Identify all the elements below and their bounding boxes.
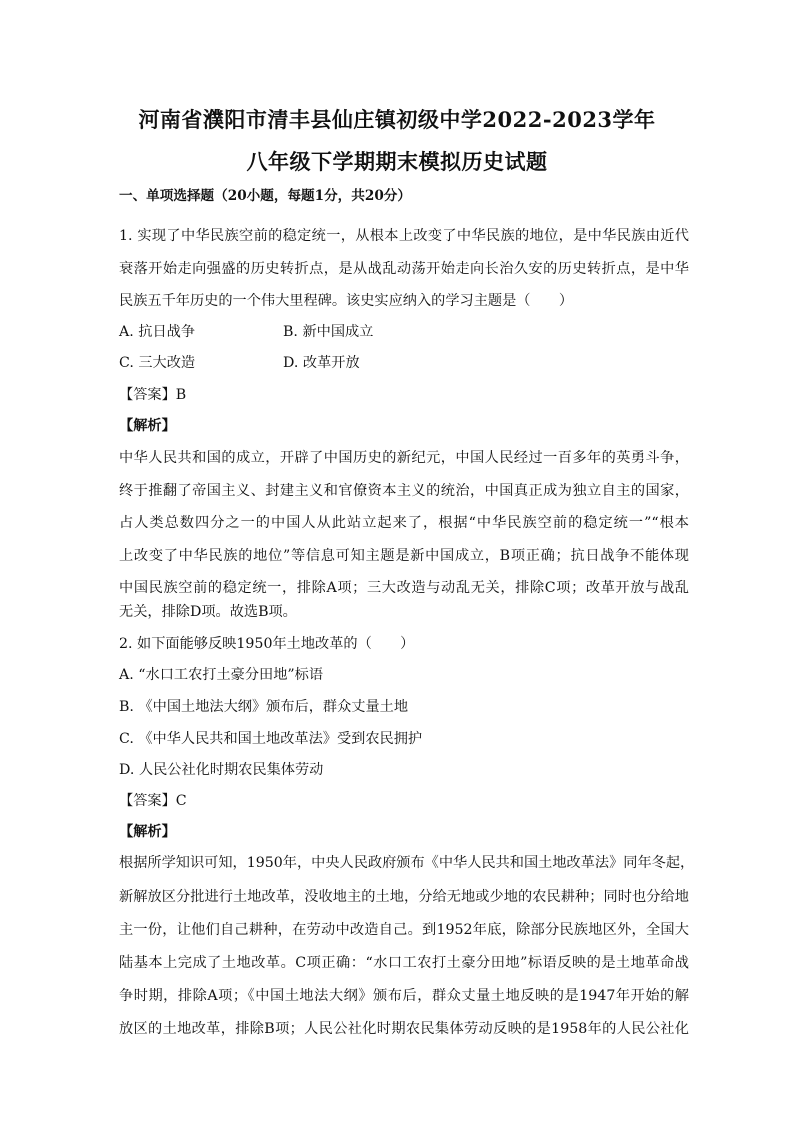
q2-analysis-label: 【解析】	[119, 824, 176, 840]
q2-stem: 2. 如下面能够反映1950年土地改革的（ ）	[119, 636, 415, 652]
q1-option-b: B. 新中国成立	[283, 324, 374, 340]
q2-answer: 【答案】C	[119, 793, 187, 809]
q2-analysis-line-1: 根据所学知识可知，1950年，中央人民政府颁布《中华人民共和国土地改革法》同年冬起，	[119, 855, 695, 871]
q2-option-b: B. 《中国土地法大纲》颁布后，群众丈量土地	[119, 699, 409, 715]
q2-analysis-line-6: 放区的土地改革，排除B项；人民公社化时期农民集体劳动反映的是1958年的人民公社化	[119, 1021, 689, 1037]
q1-stem-line-2: 衰落开始走向强盛的历史转折点，是从战乱动荡开始走向长治久安的历史转折点，是中华	[119, 261, 689, 277]
section-heading: 一、单项选择题（20小题，每题1分，共20分）	[119, 188, 411, 204]
document-title-line-2: 八年级下学期期末模拟历史试题	[246, 149, 548, 174]
q2-analysis-line-5: 争时期，排除A项；《中国土地法大纲》颁布后，群众丈量土地反映的是1947年开始的解	[119, 988, 689, 1004]
q2-option-c: C. 《中华人民共和国土地改革法》受到农民拥护	[119, 731, 423, 747]
q2-option-a: A. “水口工农打土豪分田地”标语	[119, 667, 324, 683]
q2-analysis-line-3: 主一份，让他们自己耕种，在劳动中改造自己。到1952年底，除部分民族地区外，全国大	[119, 922, 689, 938]
q1-answer: 【答案】B	[119, 387, 187, 403]
q2-analysis-line-2: 新解放区分批进行土地改革，没收地主的土地，分给无地或少地的农民耕种；同时也分给地	[119, 889, 689, 905]
document-title-line-1: 河南省濮阳市清丰县仙庄镇初级中学2022-2023学年	[138, 107, 656, 132]
q1-analysis-line-4: 上改变了中华民族的地位”等信息可知主题是新中国成立，B项正确；抗日战争不能体现	[119, 548, 689, 564]
q1-option-a: A. 抗日战争	[119, 324, 196, 340]
q1-analysis-line-3: 占人类总数四分之一的中国人从此站立起来了，根据“中华民族空前的稳定统一”“根本	[119, 515, 689, 531]
q1-analysis-line-5: 中国民族空前的稳定统一，排除A项；三大改造与动乱无关，排除C项；改革开放与战乱	[119, 580, 689, 596]
q1-stem-line-1: 1. 实现了中华民族空前的稳定统一，从根本上改变了中华民族的地位，是中华民族由近代	[119, 228, 689, 244]
q1-analysis-line-6: 无关，排除D项。故选B项。	[119, 604, 297, 620]
q2-option-d: D. 人民公社化时期农民集体劳动	[119, 762, 324, 778]
q2-analysis-line-4: 陆基本上完成了土地改革。C项正确：“水口工农打土豪分田地”标语反映的是土地革命战	[119, 955, 689, 971]
q1-option-c: C. 三大改造	[119, 355, 196, 371]
q1-analysis-line-2: 终于推翻了帝国主义、封建主义和官僚资本主义的统治，中国真正成为独立自主的国家，	[119, 483, 689, 499]
q1-analysis-line-1: 中华人民共和国的成立，开辟了中国历史的新纪元，中国人民经过一百多年的英勇斗争，	[119, 450, 689, 466]
q1-analysis-label: 【解析】	[119, 418, 176, 434]
q1-stem-line-3: 民族五千年历史的一个伟大里程碑。该史实应纳入的学习主题是（ ）	[119, 293, 574, 309]
q1-option-d: D. 改革开放	[283, 355, 360, 371]
